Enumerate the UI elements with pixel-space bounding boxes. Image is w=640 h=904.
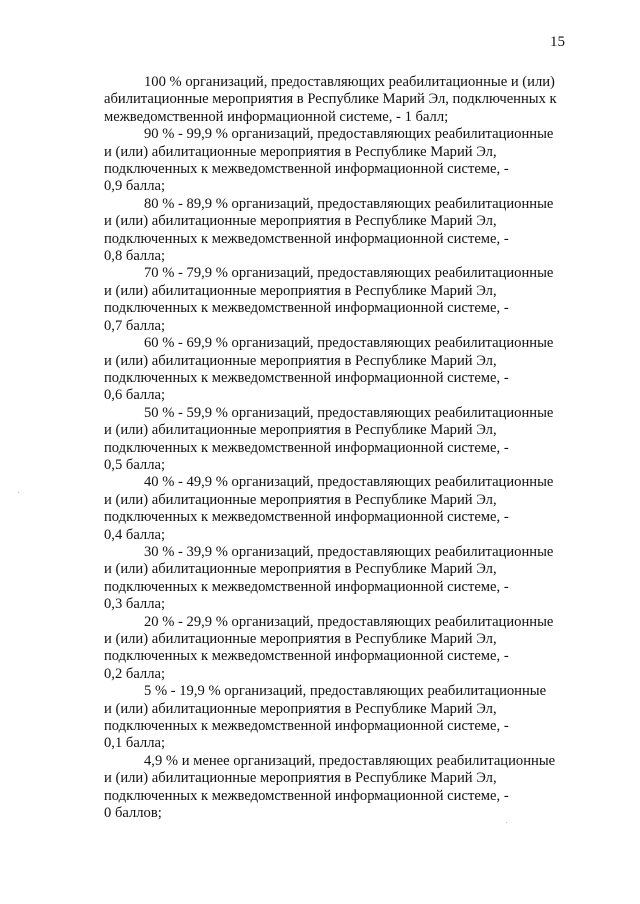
- paragraph-3: [104, 196, 574, 266]
- paragraph-line: подключенных к межведомственной информационной системе, -: [104, 718, 509, 735]
- paragraph-10: [104, 683, 574, 753]
- paragraph-line: 0,4 балла;: [104, 526, 166, 543]
- paragraph-line: и (или) абилитационные мероприятия в Республике Марий Эл,: [104, 770, 497, 787]
- paragraph-line: подключенных к межведомственной информационной системе, -: [104, 300, 509, 317]
- paragraph-8: [104, 544, 574, 614]
- paragraph-4: [104, 265, 574, 335]
- paragraph-line: 0,2 балла;: [104, 665, 166, 682]
- paragraph-line: подключенных к межведомственной информационной системе, -: [104, 369, 509, 386]
- paragraph-line: абилитационные мероприятия в Республике Марий Эл, подключенных к: [104, 91, 557, 108]
- paragraph-line: и (или) абилитационные мероприятия в Республике Марий Эл,: [104, 700, 497, 717]
- paragraph-line: подключенных к межведомственной информационной системе, -: [104, 648, 509, 665]
- paragraph-line: межведомственной информационной системе, - 1 балл;: [104, 108, 449, 125]
- paragraph-line: 0,7 балла;: [104, 317, 166, 334]
- paragraph-5: [104, 335, 574, 405]
- paragraph-line: и (или) абилитационные мероприятия в Республике Марий Эл,: [104, 213, 497, 230]
- paragraph-line: и (или) абилитационные мероприятия в Республике Марий Эл,: [104, 282, 497, 299]
- paragraph-line: 90 % - 99,9 % организаций, предоставляющих реабилитационные: [144, 126, 554, 143]
- paragraph-line: 30 % - 39,9 % организаций, предоставляющих реабилитационные: [144, 543, 554, 560]
- document-body: [104, 74, 574, 822]
- paragraph-line: 60 % - 69,9 % организаций, предоставляющих реабилитационные: [144, 335, 554, 352]
- paragraph-line: подключенных к межведомственной информационной системе, -: [104, 161, 509, 178]
- paragraph-line: 80 % - 89,9 % организаций, предоставляющих реабилитационные: [144, 195, 554, 212]
- paragraph-line: подключенных к межведомственной информационной системе, -: [104, 230, 509, 247]
- page-number: 15: [550, 34, 565, 50]
- paragraph-line: 20 % - 29,9 % организаций, предоставляющих реабилитационные: [144, 613, 554, 630]
- paragraph-11: [104, 753, 574, 823]
- paragraph-line: 0 баллов;: [104, 805, 162, 822]
- paragraph-line: 0,9 балла;: [104, 178, 166, 195]
- paragraph-1: [104, 74, 574, 126]
- paragraph-line: 100 % организаций, предоставляющих реабилитационные и (или): [144, 74, 555, 90]
- paragraph-9: [104, 614, 574, 684]
- paragraph-6: [104, 405, 574, 475]
- paragraph-line: 0,6 балла;: [104, 387, 166, 404]
- paragraph-line: 0,1 балла;: [104, 735, 166, 752]
- paragraph-2: [104, 126, 574, 196]
- paragraph-line: 0,5 балла;: [104, 456, 166, 473]
- paragraph-line: 70 % - 79,9 % организаций, предоставляющих реабилитационные: [144, 265, 554, 282]
- paragraph-line: и (или) абилитационные мероприятия в Республике Марий Эл,: [104, 422, 497, 439]
- paragraph-line: 0,3 балла;: [104, 596, 166, 613]
- paragraph-line: 4,9 % и менее организаций, предоставляющих реабилитационные: [144, 752, 556, 769]
- paragraph-line: и (или) абилитационные мероприятия в Республике Марий Эл,: [104, 631, 497, 647]
- paragraph-line: подключенных к межведомственной информационной системе, -: [104, 787, 509, 804]
- scan-speck: [506, 822, 507, 823]
- paragraph-line: 50 % - 59,9 % организаций, предоставляющих реабилитационные: [144, 404, 554, 421]
- paragraph-line: и (или) абилитационные мероприятия в Республике Марий Эл,: [104, 561, 497, 578]
- paragraph-line: и (или) абилитационные мероприятия в Республике Марий Эл,: [104, 491, 497, 508]
- paragraph-line: и (или) абилитационные мероприятия в Республике Марий Эл,: [104, 352, 497, 369]
- paragraph-line: подключенных к межведомственной информационной системе, -: [104, 578, 509, 595]
- scan-speck: [18, 492, 19, 493]
- paragraph-line: 40 % - 49,9 % организаций, предоставляющих реабилитационные: [144, 474, 554, 491]
- paragraph-line: 0,8 балла;: [104, 248, 166, 265]
- paragraph-line: подключенных к межведомственной информационной системе, -: [104, 439, 509, 456]
- paragraph-line: подключенных к межведомственной информационной системе, -: [104, 509, 509, 526]
- paragraph-line: и (или) абилитационные мероприятия в Республике Марий Эл,: [104, 143, 497, 160]
- paragraph-line: 5 % - 19,9 % организаций, предоставляющих реабилитационные: [144, 683, 547, 700]
- paragraph-7: [104, 474, 574, 544]
